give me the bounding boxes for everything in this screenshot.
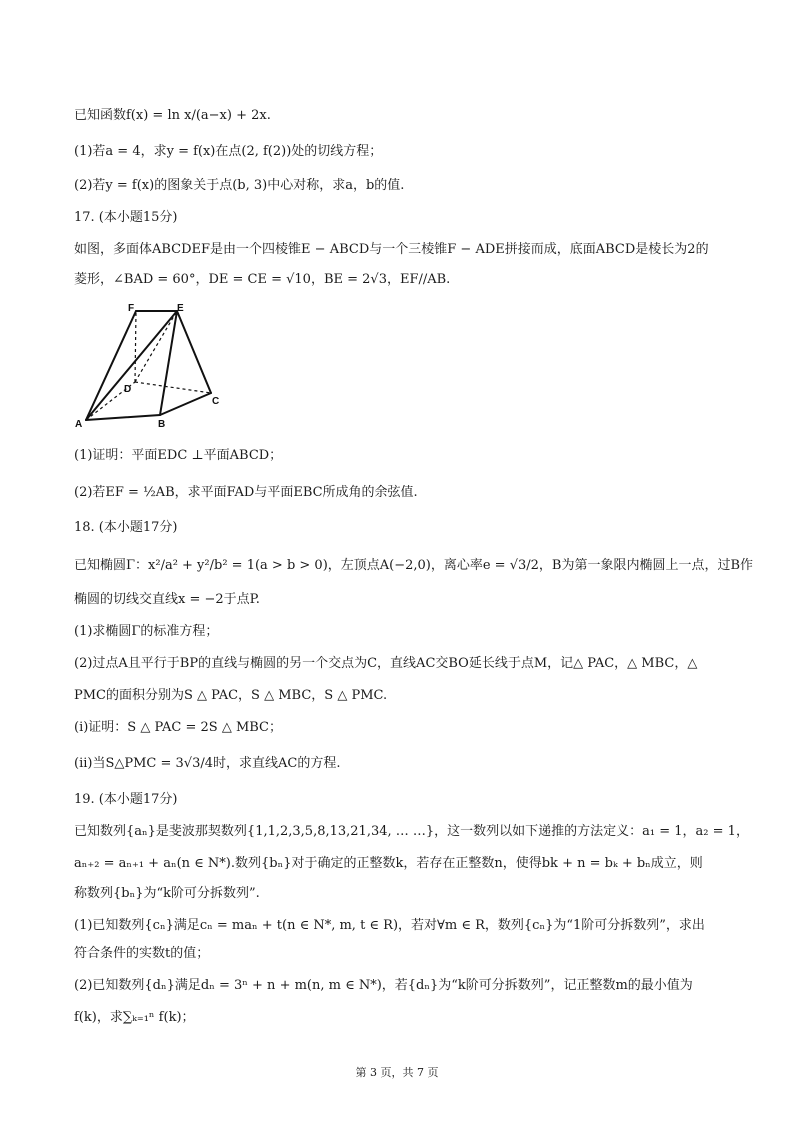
q18-part2-i: (i)证明：S △ PAC = 2S △ MBC； (74, 720, 283, 735)
q17-stem-line2: 菱形，∠BAD = 60°，DE = CE = √10，BE = 2√3，EF//AB. (74, 272, 451, 287)
page-footer: 第 3 页，共 7 页 (355, 1066, 439, 1079)
edge-dc-hidden (135, 382, 211, 393)
label-b: B (158, 419, 166, 430)
label-e: E (177, 303, 184, 314)
polyhedron-figure (74, 300, 234, 430)
q19-part2-line1: (2)已知数列{dₙ}满足dₙ = 3ⁿ + n + m(n, m ∈ N*)，若{dₙ}为“k阶可分拆数列”，记正整数m的最小值为 (74, 978, 693, 993)
label-f: F (128, 303, 135, 314)
q16-part2: (2)若y = f(x)的图象关于点(b, 3)中心对称，求a，b的值. (74, 178, 405, 193)
q18-header: 18. (本小题17分) (74, 520, 178, 535)
q19-stem-line3: 称数列{bₙ}为“k阶可分拆数列”. (74, 886, 260, 901)
q19-stem-line2: aₙ₊₂ = aₙ₊₁ + aₙ(n ∈ N*).数列{bₙ}对于确定的正整数k，若存在正整数n，使得bk + n = bₖ + bₙ成立，则 (74, 856, 703, 871)
edge-af (86, 311, 136, 420)
q18-part2-line1: (2)过点A且平行于BP的直线与椭圆的另一个交点为C，直线AC交BO延长线于点M，记△ PAC，△ MBC，△ (74, 656, 698, 671)
q16-intro: 已知函数f(x) = ln x/(a−x) + 2x. (74, 108, 271, 123)
q17-part1: (1)证明：平面EDC ⊥平面ABCD； (74, 448, 283, 463)
q19-part1-line2: 符合条件的实数t的值； (74, 946, 210, 961)
q18-part2-ii: (ii)当S△PMC = 3√3/4时，求直线AC的方程. (74, 756, 341, 771)
q17-part2: (2)若EF = ½AB，求平面FAD与平面EBC所成角的余弦值. (74, 485, 418, 500)
q17-header: 17. (本小题15分) (74, 210, 178, 225)
edge-df-hidden (135, 311, 136, 382)
q18-stem-line1: 已知椭圆Γ：x²/a² + y²/b² = 1(a > b > 0)，左顶点A(−2,0)，离心率e = √3/2，B为第一象限内椭圆上一点，过B作 (74, 558, 754, 573)
q19-stem-line1: 已知数列{aₙ}是斐波那契数列{1,1,2,3,5,8,13,21,34, … …}，这一数列以如下递推的方法定义：a₁ = 1，a₂ = 1， (74, 824, 749, 839)
q19-part1-line1: (1)已知数列{cₙ}满足cₙ = maₙ + t(n ∈ N*, m, t ∈ R)，若对∀m ∈ R，数列{cₙ}为“1阶可分拆数列”，求出 (74, 918, 705, 933)
edge-ce (177, 311, 211, 393)
polyhedron-svg (74, 300, 234, 430)
edge-be (160, 311, 177, 415)
label-c: C (212, 396, 220, 407)
edge-ab (86, 415, 160, 420)
label-a: A (75, 419, 83, 430)
q18-part2-line2: PMC的面积分别为S △ PAC，S △ MBC，S △ PMC. (74, 688, 388, 703)
q18-part1: (1)求椭圆Γ的标准方程； (74, 624, 219, 639)
q16-part1: (1)若a = 4，求y = f(x)在点(2, f(2))处的切线方程； (74, 144, 383, 159)
q19-part2-line2: f(k)，求∑ₖ₌₁ⁿ f(k)； (74, 1010, 195, 1025)
edge-ae (86, 311, 177, 420)
q18-stem-line2: 椭圆的切线交直线x = −2于点P. (74, 592, 260, 607)
label-d: D (124, 384, 132, 395)
q17-stem-line1: 如图，多面体ABCDEF是由一个四棱锥E − ABCD与一个三棱锥F − ADE拼接而成，底面ABCD是棱长为2的 (74, 242, 709, 257)
q19-header: 19. (本小题17分) (74, 792, 178, 807)
edge-bc (160, 393, 211, 415)
